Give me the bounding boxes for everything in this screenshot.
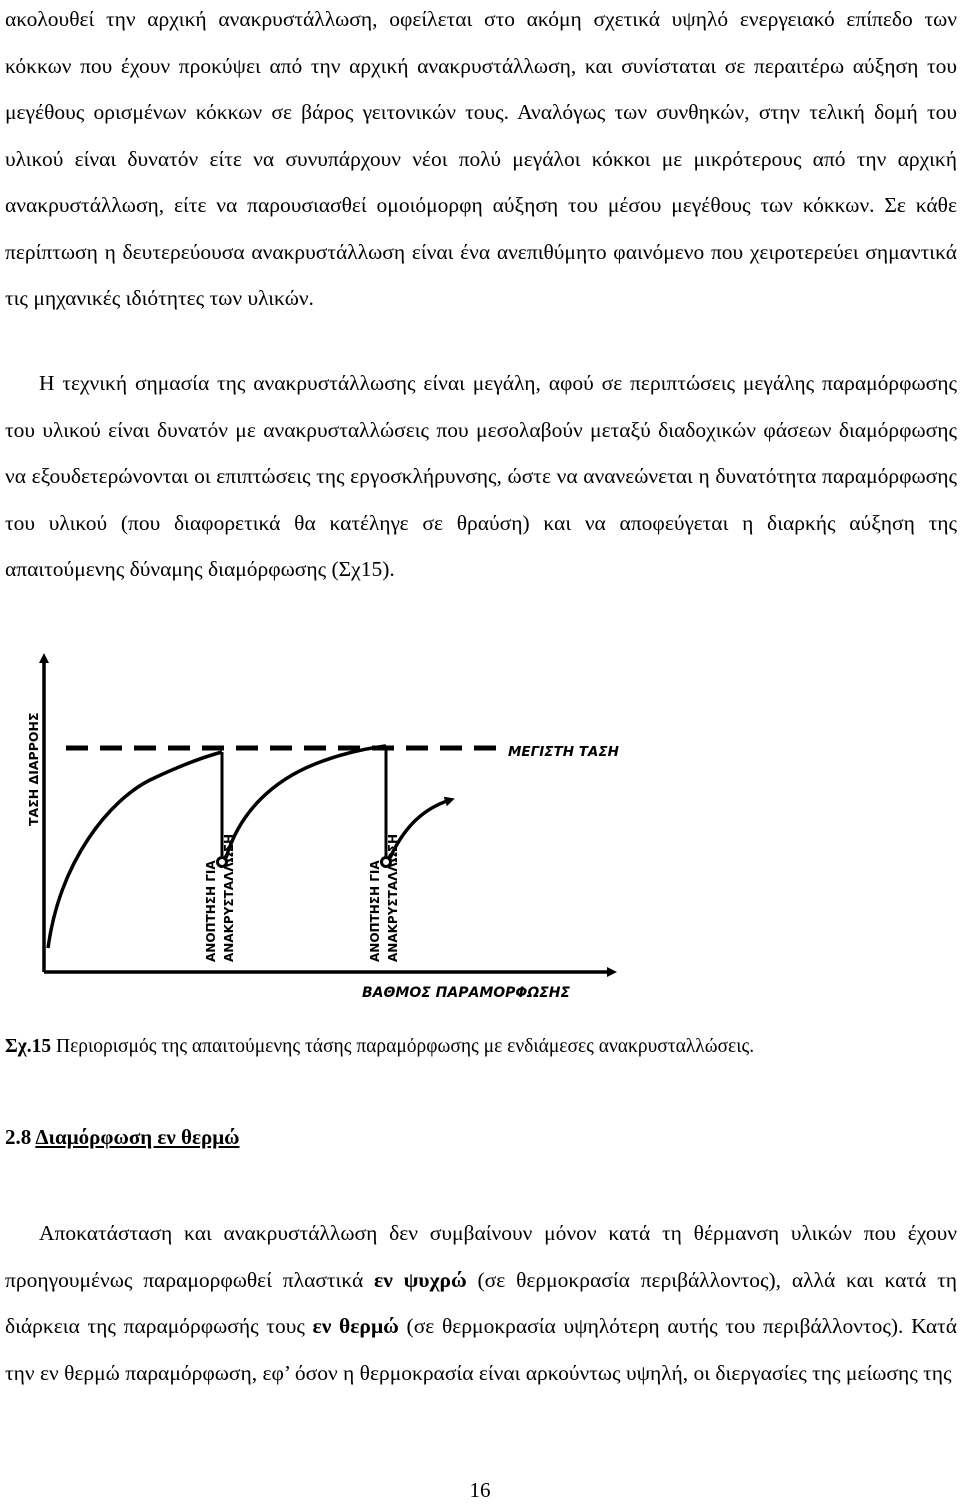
section-heading bbox=[5, 1125, 239, 1150]
y-axis-label: ΤΑΣΗ ΔΙΑΡΡΟΗΣ bbox=[26, 712, 41, 826]
paragraph3-part3: (σε θερμοκρασία υψηλότερη αυτής του περιβάλλοντος). Κατά την εν θερμώ παραμόρφωση, εφ’ όσον η θερμοκρασία είναι αρκούντως υψηλή, οι διεργασίες της μείωσης της bbox=[5, 1314, 957, 1385]
x-axis-label: ΒΑΘΜΟΣ ΠΑΡΑΜΟΡΦΩΣΗΣ bbox=[362, 985, 571, 1001]
section-title: Διαμόρφωση εν θερμώ bbox=[35, 1125, 240, 1149]
paragraph-secondary-recrystallization: ακολουθεί την αρχική ανακρυστάλλωση, οφείλεται στο ακόμη σχετικά υψηλό ενεργειακό επίπεδο των κόκκων που έχουν προκύψει από την αρχική ανακρυστάλλωση, και συνίσταται σε περαιτέρω αύξηση του μεγέθους ορισμένων κόκκων σε βάρος γειτονικών τους. Αναλόγως των συνθηκών, στην τελική δομή του υλικού είναι δυνατόν είτε να συνυπάρχουν νέοι πολύ μεγάλοι κόκκοι με μικρότερους από την αρχική ανακρυστάλλωση, είτε να παρουσιασθεί ομοιόμορφη αύξηση του μέσου μεγέθους των κόκκων. Σε κάθε περίπτωση η δευτερεύουσα ανακρυστάλλωση είναι ένα ανεπιθύμητο φαινόμενο που χειροτερεύει σημαντικά τις μηχανικές ιδιότητες των υλικών. bbox=[5, 7, 957, 310]
annealing-label-2-line2: ΑΝΑΚΡΥΣΤΑΛΛΩΣΗ bbox=[386, 833, 400, 962]
max-stress-label: ΜΕΓΙΣΤΗ ΤΑΣΗ bbox=[508, 744, 619, 760]
figure-caption-number: Σχ.15 bbox=[5, 1036, 52, 1057]
paragraph3-part2: (σε θερμοκρασία περιβάλλοντος), αλλά και κατά τη διάρκεια της παραμόρφωσής τους bbox=[5, 1267, 957, 1338]
paragraph3-part1: Αποκατάσταση και ανακρυστάλλωση δεν συμβαίνουν μόνον κατά τη θέρμανση υλικών που έχουν προηγουμένως παραμορφωθεί πλαστικά bbox=[5, 1221, 957, 1292]
page-number: 16 bbox=[469, 1478, 491, 1502]
section-number: 2.8 bbox=[5, 1125, 32, 1149]
yield-stress-diagram bbox=[0, 640, 960, 1010]
paragraph3-bold-hot: εν θερμώ bbox=[312, 1314, 399, 1338]
figure-caption-text: Περιορισμός της απαιτούμενης τάσης παραμόρφωσης με ενδιάμεσες ανακρυσταλλώσεις. bbox=[56, 1036, 755, 1057]
annealing-label-1-line1: ΑΝΟΠΤΗΣΗ ΓΙΑ bbox=[204, 860, 218, 962]
annealing-label-1-line2: ΑΝΑΚΡΥΣΤΑΛΛΩΣΗ bbox=[222, 833, 236, 962]
paragraph3-bold-cold: εν ψυχρώ bbox=[374, 1267, 467, 1292]
hardening-curve-2 bbox=[226, 746, 386, 858]
annealing-label-2-line1: ΑΝΟΠΤΗΣΗ ΓΙΑ bbox=[368, 860, 382, 962]
paragraph-technical-significance: Η τεχνική σημασία της ανακρυστάλλωσης είναι μεγάλη, αφού σε περιπτώσεις μεγάλης παραμόρφωσης του υλικού είναι δυνατόν με ανακρυσταλλώσεις που μεσολαβούν μεταξύ διαδοχικών φάσεων διαμόρφωσης να εξουδετερώνονται οι επιπτώσεις της εργοσκλήρυνσης, ώστε να ανανεώνεται η δυνατότητα παραμόρφωσης του υλικού (που διαφορετικά θα κατέληγε σε θραύση) και να αποφεύγεται η διαρκής αύξηση της απαιτούμενης δύναμης διαμόρφωσης (Σχ15). bbox=[5, 371, 957, 581]
hardening-curve-1 bbox=[48, 752, 222, 948]
paragraph-hot-working bbox=[5, 1210, 957, 1396]
figure-caption bbox=[5, 1036, 754, 1058]
